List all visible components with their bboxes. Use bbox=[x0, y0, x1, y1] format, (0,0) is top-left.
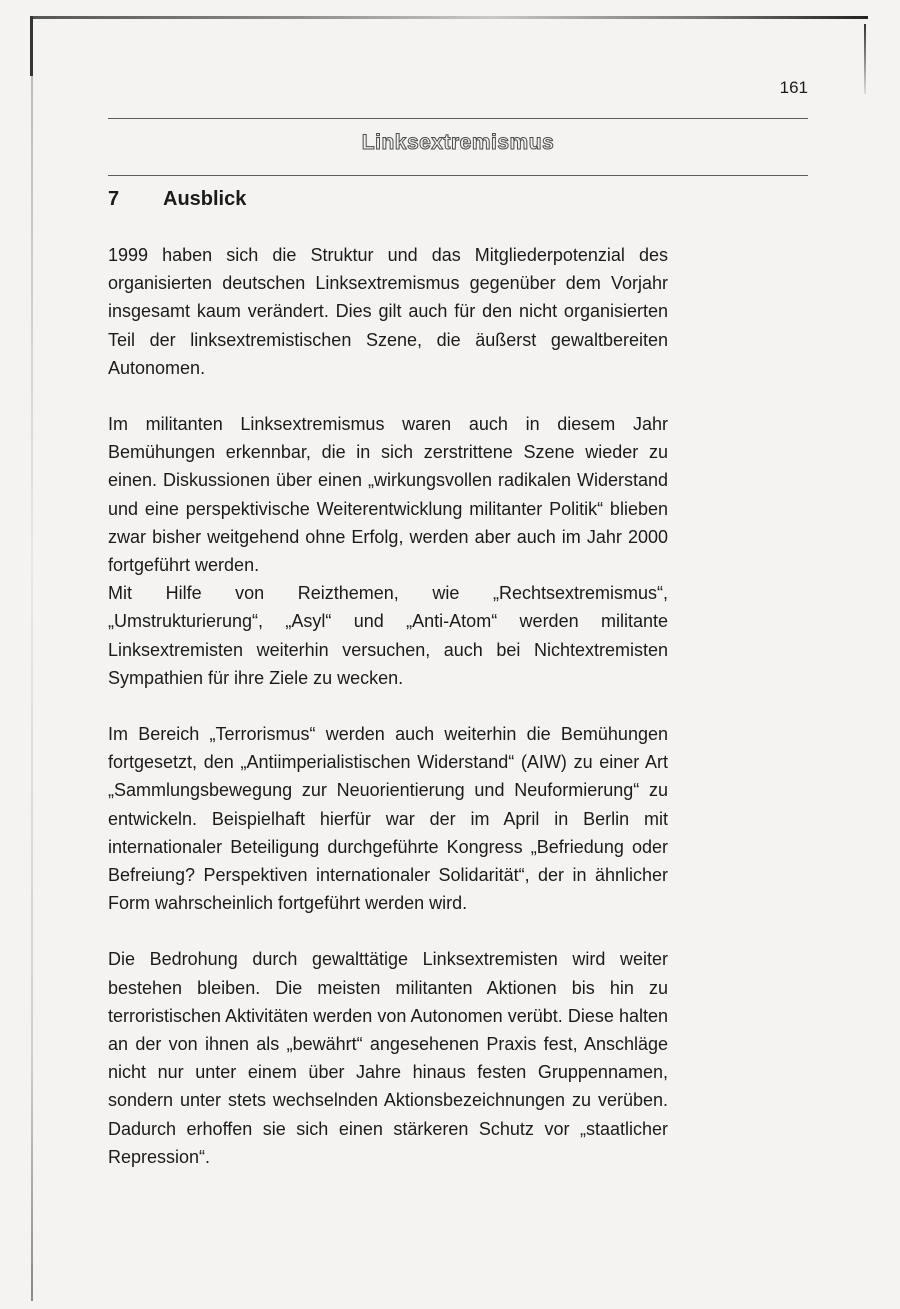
page-number: 161 bbox=[779, 78, 808, 97]
paragraph-4: Im Bereich „Terrorismus“ werden auch weiterhin die Bemühungen fortgesetzt, den „Antiimperialistischen Widerstand“ (AIW) zu einer Art „Sammlungsbewegung zur Neuorientierung und Neuformierung“ zu entwickeln. Beispielhaft hierfür war der im April in Berlin mit internationaler Beteiligung durchgeführte Kongress „Befriedung oder Befreiung? Perspektiven internationaler Solidarität“, der in ähnlicher Form wahrscheinlich fortgeführt werden wird. bbox=[108, 724, 668, 914]
paragraph-1: 1999 haben sich die Struktur und das Mitgliederpotenzial des organisierten deutschen Linksextremismus gegenüber dem Vorjahr insgesamt kaum verändert. Dies gilt auch für den nicht organisierten Teil der linksextremistischen Szene, die äußerst gewaltbereiten Autonomen. bbox=[108, 245, 668, 378]
header-rule-top bbox=[108, 118, 808, 119]
body-text bbox=[108, 241, 668, 1171]
chapter-title: Ausblick bbox=[163, 188, 247, 210]
chapter-number: 7 bbox=[108, 188, 120, 210]
paragraph-5: Die Bedrohung durch gewalttätige Linksextremisten wird weiter bestehen bleiben. Die meisten militanten Aktionen bis hin zu terroristischen Aktivitäten werden von Autonomen verübt. Diese halten an der von ihnen als „bewährt“ angesehenen Praxis fest, Anschläge nicht nur unter einem über Jahre hinaus festen Gruppennamen, sondern unter stets wechselnden Aktionsbezeichnungen zu verüben. Dadurch erhoffen sie sich einen stärkeren Schutz vor „staatlicher Repression“. bbox=[108, 949, 668, 1167]
paragraph-3: Mit Hilfe von Reizthemen, wie „Rechtsextremismus“, „Umstrukturierung“, „Asyl“ und „Anti-Atom“ werden militante Linksextremisten weiterhin versuchen, auch bei Nichtextremisten Sympathien für ihre Ziele zu wecken. bbox=[108, 583, 668, 688]
paragraph-2: Im militanten Linksextremismus waren auch in diesem Jahr Bemühungen erkennbar, die in sich zerstrittene Szene wieder zu einen. Diskussionen über einen „wirkungsvollen radikalen Widerstand und eine perspektivische Weiterentwicklung militanter Politik“ blieben zwar bisher weitgehend ohne Erfolg, werden aber auch im Jahr 2000 fortgeführt werden. bbox=[108, 414, 668, 576]
scan-border-corner bbox=[30, 16, 33, 76]
chapter-heading bbox=[108, 188, 246, 211]
header-rule-bottom bbox=[108, 175, 808, 176]
scan-border-left bbox=[31, 76, 33, 1301]
running-head: Linksextremismus bbox=[361, 131, 555, 154]
scan-border-top bbox=[30, 16, 868, 19]
scan-border-right bbox=[864, 24, 866, 94]
